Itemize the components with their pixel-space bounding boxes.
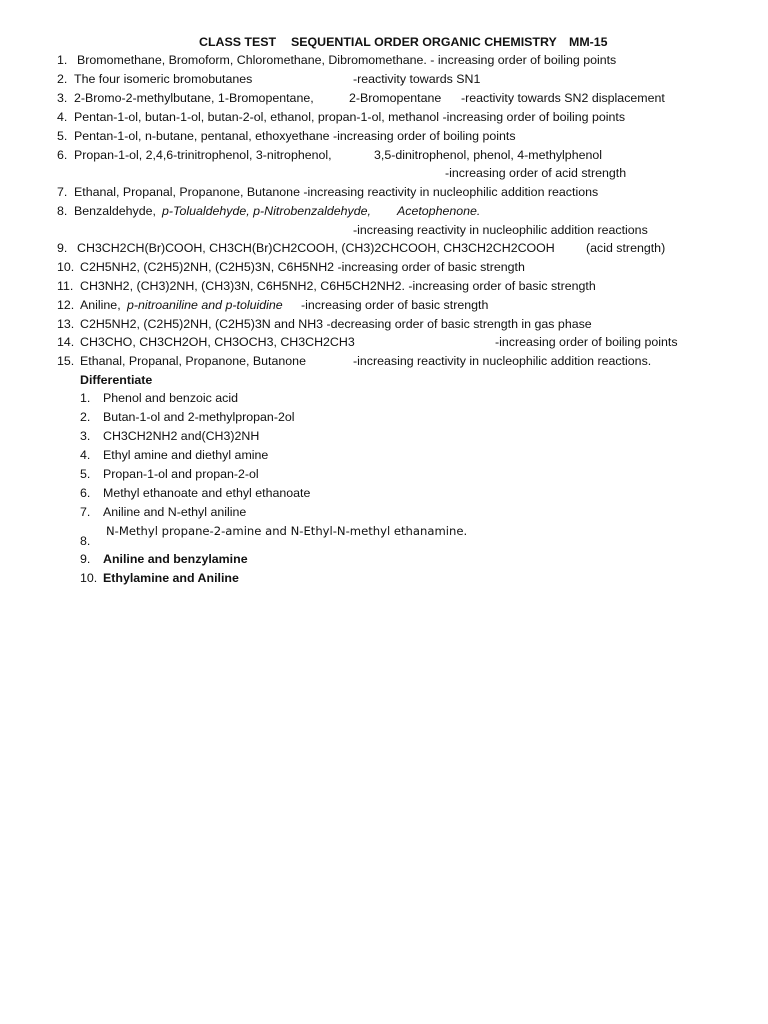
question-criterion: -increasing reactivity in nucleophilic addition reactions. — [353, 354, 652, 368]
subject-title: SEQUENTIAL ORDER ORGANIC CHEMISTRY — [291, 35, 557, 49]
class-test-label: CLASS TEST — [199, 35, 277, 49]
question-criterion: -increasing reactivity in nucleophilic addition reactions — [353, 223, 648, 237]
list-item: Ethyl amine and diethyl amine — [103, 448, 269, 462]
question-text — [162, 205, 371, 217]
list-item-number: 10. — [80, 571, 98, 585]
list-item-number: 5. — [80, 467, 91, 481]
question-text: Propan-1-ol, 2,4,6-trinitrophenol, 3-nitrophenol, — [74, 148, 332, 162]
question-text — [397, 205, 480, 217]
list-item-number: 4. — [80, 448, 91, 462]
list-item: Propan-1-ol and propan-2-ol — [103, 467, 259, 481]
question-number: 5. — [57, 129, 68, 143]
list-item: Phenol and benzoic acid — [103, 391, 239, 405]
list-item: CH3CH2NH2 and(CH3)2NH — [103, 429, 260, 443]
question-criterion: -reactivity towards SN2 displacement — [461, 91, 665, 105]
question-text: CH3CH2CH(Br)COOH, CH3CH(Br)CH2COOH, (CH3)2CHCOOH, CH3CH2CH2COOH — [77, 241, 555, 255]
question-text-italic: p-nitroaniline and p-toluidine — [127, 298, 283, 312]
max-marks: MM-15 — [569, 35, 608, 49]
question-text: Pentan-1-ol, butan-1-ol, butan-2-ol, ethanol, propan-1-ol, methanol -increasing order of boiling points — [74, 110, 626, 124]
list-item-number: 9. — [80, 552, 91, 566]
question-text: C2H5NH2, (C2H5)2NH, (C2H5)3N, C6H5NH2 -increasing order of basic strength — [80, 260, 525, 274]
list-item: Aniline and benzylamine — [103, 552, 248, 566]
list-item: Butan-1-ol and 2-methylpropan-2ol — [103, 410, 295, 424]
list-item-number: 7. — [80, 505, 91, 519]
question-criterion: -increasing order of acid strength — [445, 166, 627, 180]
question-number: 7. — [57, 185, 68, 199]
question-text: 2-Bromopentane — [349, 91, 442, 105]
question-text — [127, 299, 283, 311]
question-number: 11. — [57, 279, 74, 293]
question-text: CH3NH2, (CH3)2NH, (CH3)3N, C6H5NH2, C6H5CH2NH2. -increasing order of basic strength — [80, 279, 596, 293]
question-criterion: -reactivity towards SN1 — [353, 72, 481, 86]
differentiate-heading: Differentiate — [80, 373, 153, 387]
question-text: Ethanal, Propanal, Propanone, Butanone -increasing reactivity in nucleophilic addition reactions — [74, 185, 599, 199]
question-number: 9. — [57, 241, 68, 255]
question-text: 3,5-dinitrophenol, phenol, 4-methylphenol — [374, 148, 603, 162]
question-number: 3. — [57, 91, 68, 105]
question-number: 4. — [57, 110, 68, 124]
list-item: N-Methyl propane-2-amine and N-Ethyl-N-methyl ethanamine. — [106, 524, 468, 538]
question-text: Ethanal, Propanal, Propanone, Butanone — [80, 354, 306, 368]
question-text-italic: p-Tolualdehyde, p-Nitrobenzaldehyde, — [162, 204, 371, 218]
question-text: Aniline, — [80, 298, 121, 312]
list-item-number: 2. — [80, 410, 91, 424]
question-number: 1. — [57, 53, 68, 67]
question-number: 2. — [57, 72, 68, 86]
question-number: 8. — [57, 204, 68, 218]
question-text: Benzaldehyde, — [74, 204, 156, 218]
question-text-italic: Acetophenone. — [397, 204, 481, 218]
list-item-number: 3. — [80, 429, 91, 443]
question-criterion: (acid strength) — [586, 241, 666, 255]
list-item: Ethylamine and Aniline — [103, 571, 239, 585]
list-item-number: 8. — [80, 534, 91, 548]
question-text: Bromomethane, Bromoform, Chloromethane, Dibromomethane. - increasing order of boiling points — [77, 53, 617, 67]
list-item: Methyl ethanoate and ethyl ethanoate — [103, 486, 311, 500]
question-number: 10. — [57, 260, 75, 274]
question-text: The four isomeric bromobutanes — [74, 72, 253, 86]
question-criterion: -increasing order of boiling points — [495, 335, 678, 349]
question-text: C2H5NH2, (C2H5)2NH, (C2H5)3N and NH3 -decreasing order of basic strength in gas phase — [80, 317, 592, 331]
question-text: CH3CHO, CH3CH2OH, CH3OCH3, CH3CH2CH3 — [80, 335, 355, 349]
list-item-number: 1. — [80, 391, 91, 405]
question-text: 2-Bromo-2-methylbutane, 1-Bromopentane, — [74, 91, 314, 105]
question-number: 6. — [57, 148, 68, 162]
question-number: 14. — [57, 335, 75, 349]
question-number: 13. — [57, 317, 75, 331]
question-text: Pentan-1-ol, n-butane, pentanal, ethoxyethane -increasing order of boiling points — [74, 129, 516, 143]
question-criterion: -increasing order of basic strength — [301, 298, 489, 312]
list-item-number: 6. — [80, 486, 91, 500]
list-item: Aniline and N-ethyl aniline — [103, 505, 247, 519]
question-number: 12. — [57, 298, 75, 312]
question-number: 15. — [57, 354, 75, 368]
